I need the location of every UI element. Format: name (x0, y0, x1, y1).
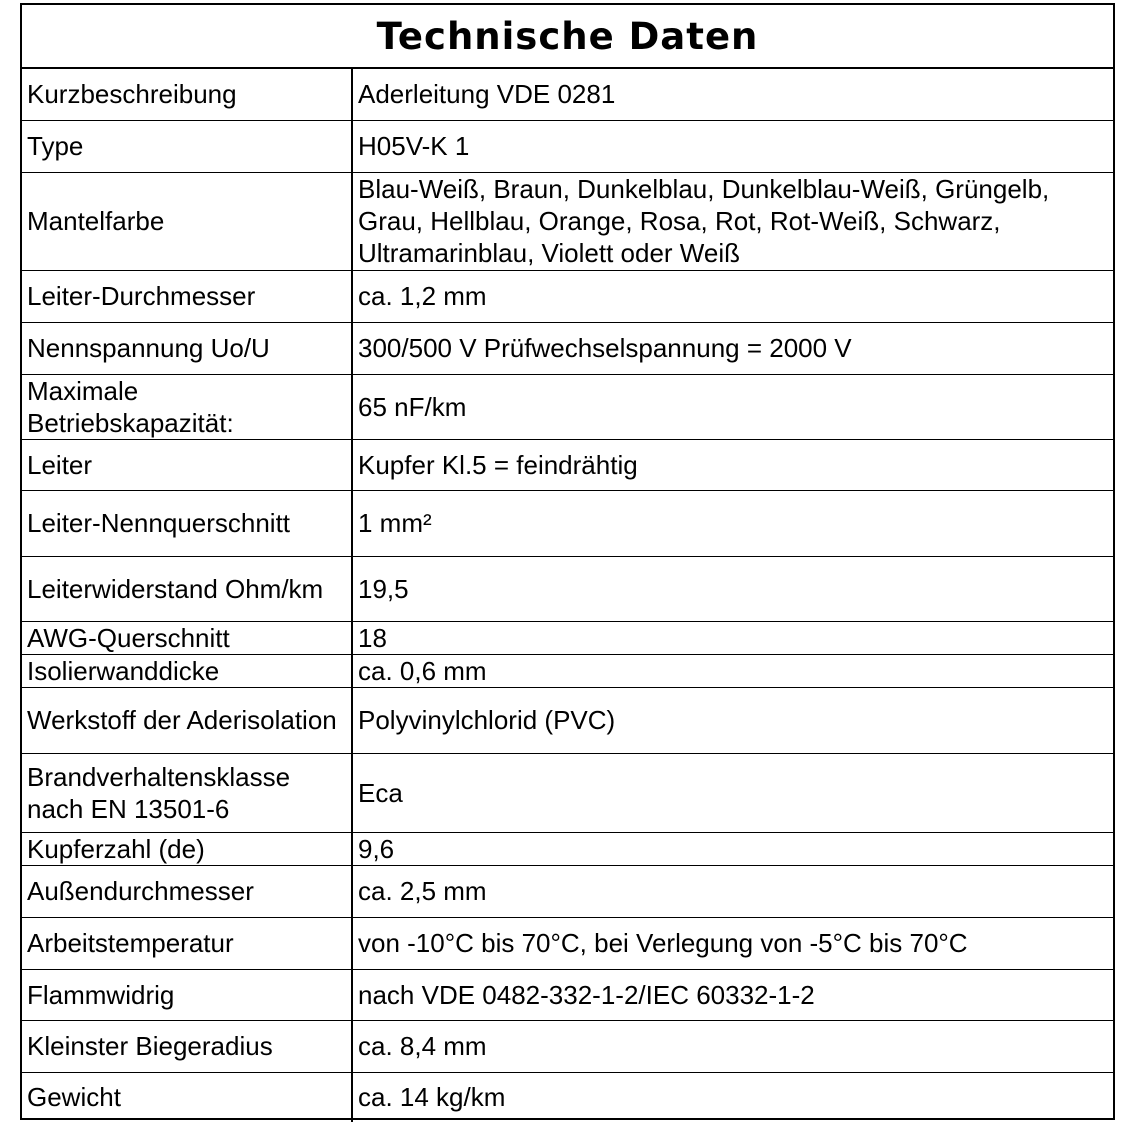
table-row (22, 172, 1113, 270)
table-row (22, 1072, 1113, 1122)
row-label: Maximale Betriebskapazität: (22, 374, 352, 439)
row-label: AWG-Querschnitt (22, 621, 352, 654)
row-value: ca. 14 kg/km (352, 1072, 1113, 1122)
row-label: Leiterwiderstand Ohm/km (22, 556, 352, 621)
row-label: Mantelfarbe (22, 172, 352, 270)
row-label: Leiter-Durchmesser (22, 270, 352, 322)
technical-data-sheet (20, 3, 1115, 1120)
table-row (22, 556, 1113, 621)
row-value: Aderleitung VDE 0281 (358, 79, 616, 110)
row-value: 65 nF/km (352, 374, 1113, 439)
row-value: 19,5 (352, 556, 1113, 621)
row-label: Werkstoff der Aderisolation (22, 687, 352, 753)
table-row (22, 270, 1113, 322)
row-label: Leiter (22, 439, 352, 490)
table-row (22, 621, 1113, 654)
row-value: 18 (352, 621, 1113, 654)
table-row (22, 374, 1113, 439)
row-value: Polyvinylchlorid (PVC) (352, 687, 1113, 753)
row-label: Leiter-Nennquerschnitt (22, 490, 352, 556)
row-label: Nennspannung Uo/U (22, 322, 352, 374)
row-value: ca. 2,5 mm (352, 865, 1113, 917)
table-row (22, 120, 1113, 172)
table-row (22, 490, 1113, 556)
row-value: 9,6 (352, 832, 1113, 865)
row-value: von -10°C bis 70°C, bei Verlegung von -5°C bis 70°C (352, 917, 1113, 969)
table-row (22, 687, 1113, 753)
row-value: nach VDE 0482-332-1-2/IEC 60332-1-2 (352, 969, 1113, 1020)
row-label: Kleinster Biegeradius (22, 1020, 352, 1072)
table-row (22, 832, 1113, 865)
table-row (22, 654, 1113, 687)
row-label: Type (22, 120, 352, 172)
row-value: 300/500 V Prüfwechselspannung = 2000 V (352, 322, 1113, 374)
row-value: ca. 1,2 mm (352, 270, 1113, 322)
table-row (22, 969, 1113, 1020)
table-row (22, 439, 1113, 490)
row-label: Kurzbeschreibung (22, 69, 352, 120)
row-value: ca. 0,6 mm (352, 654, 1113, 687)
row-value: Eca (352, 753, 1113, 832)
row-value: 1 mm² (352, 490, 1113, 556)
row-value: H05V-K 1 (352, 120, 1113, 172)
row-label: Gewicht (22, 1072, 352, 1122)
row-label: Außendurchmesser (22, 865, 352, 917)
row-label: Arbeitstemperatur (22, 917, 352, 969)
row-label: Flammwidrig (22, 969, 352, 1020)
table-row (22, 865, 1113, 917)
table-row (22, 917, 1113, 969)
row-value: Kupfer Kl.5 = feindrähtig (352, 439, 1113, 490)
row-label: Kupferzahl (de) (22, 832, 352, 865)
row-value: ca. 8,4 mm (352, 1020, 1113, 1072)
table-row (22, 69, 1113, 120)
row-value: Blau-Weiß, Braun, Dunkelblau, Dunkelblau-Weiß, Grüngelb, Grau, Hellblau, Orange, Rosa, Rot, Rot-Weiß, Schwarz, Ultramarinblau, Violett oder Weiß (352, 172, 1113, 270)
specs-table (22, 69, 1113, 1122)
table-row (22, 322, 1113, 374)
table-row (22, 1020, 1113, 1072)
row-label: Brandverhaltensklasse nach EN 13501-6 (22, 753, 352, 832)
sheet-title: Technische Daten (22, 5, 1113, 69)
table-row (22, 753, 1113, 832)
row-label: Isolierwanddicke (22, 654, 352, 687)
